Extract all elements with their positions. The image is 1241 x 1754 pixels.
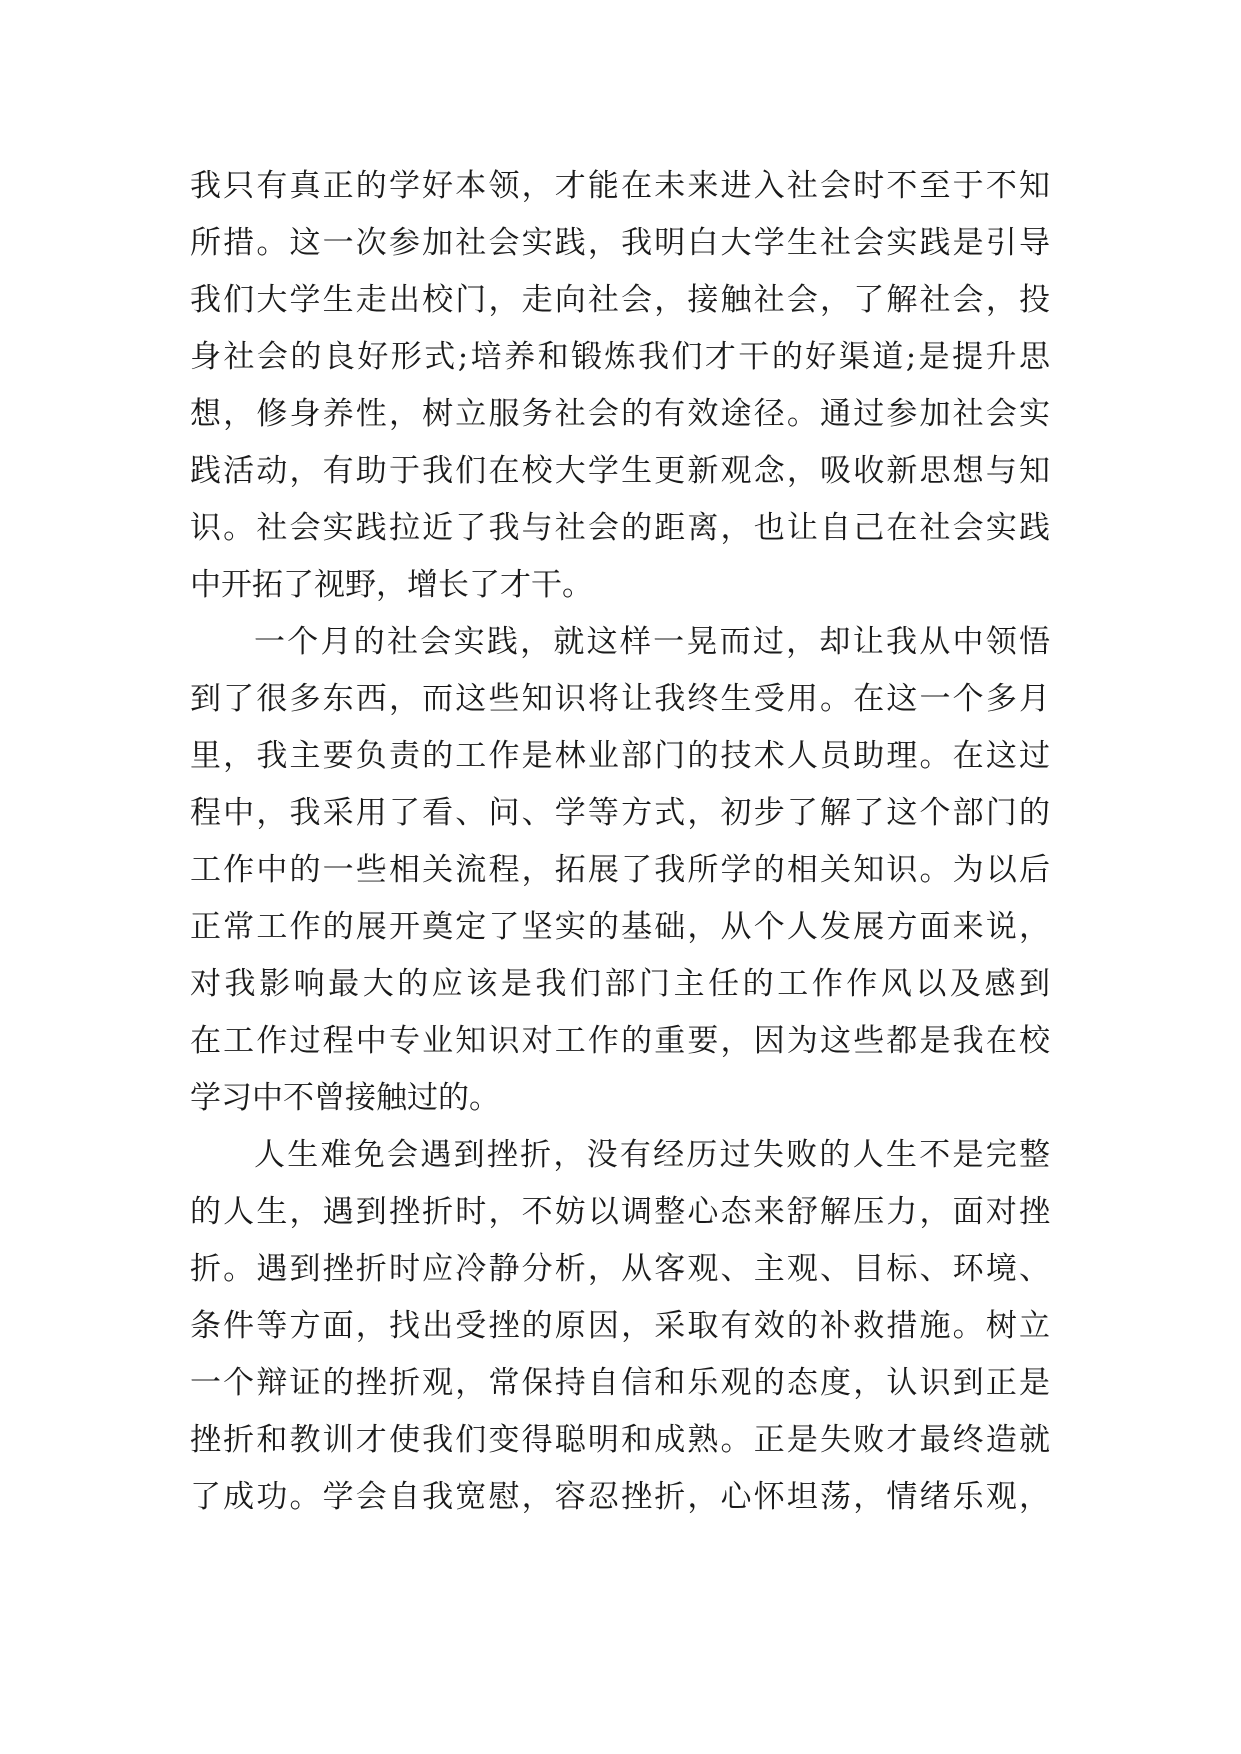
text-line: 我们大学生走出校门，走向社会，接触社会，了解社会，投 [190, 282, 1050, 318]
text-line: 一个辩证的挫折观，常保持自信和乐观的态度，认识到正是 [190, 1365, 1050, 1401]
document-body [190, 158, 1050, 1526]
paragraph-first-line: 人生难免会遇到挫折，没有经历过失败的人生不是完整 [254, 1137, 1050, 1173]
text-line: 折。遇到挫折时应冷静分析，从客观、主观、目标、环境、 [190, 1251, 1050, 1287]
text-line: 在工作过程中专业知识对工作的重要，因为这些都是我在校 [190, 1023, 1050, 1059]
text-line: 我只有真正的学好本领，才能在未来进入社会时不至于不知 [190, 168, 1050, 204]
text-line: 中开拓了视野，增长了才干。 [190, 567, 593, 603]
text-line: 正常工作的展开奠定了坚实的基础，从个人发展方面来说， [190, 909, 1050, 945]
text-line: 工作中的一些相关流程，拓展了我所学的相关知识。为以后 [190, 852, 1050, 888]
text-line: 践活动，有助于我们在校大学生更新观念，吸收新思想与知 [190, 453, 1050, 489]
paragraph-first-line: 一个月的社会实践，就这样一晃而过，却让我从中领悟 [254, 624, 1050, 660]
text-line: 身社会的良好形式;培养和锻炼我们才干的好渠道;是提升思 [190, 339, 1050, 375]
text-line: 到了很多东西，而这些知识将让我终生受用。在这一个多月 [190, 681, 1050, 717]
text-line: 识。社会实践拉近了我与社会的距离，也让自己在社会实践 [190, 510, 1050, 546]
text-line: 所措。这一次参加社会实践，我明白大学生社会实践是引导 [190, 225, 1050, 261]
text-line: 了成功。学会自我宽慰，容忍挫折，心怀坦荡，情绪乐观， [190, 1479, 1050, 1515]
text-line: 条件等方面，找出受挫的原因，采取有效的补救措施。树立 [190, 1308, 1050, 1344]
text-line: 学习中不曾接触过的。 [190, 1080, 500, 1116]
text-line: 想，修身养性，树立服务社会的有效途径。通过参加社会实 [190, 396, 1050, 432]
text-line: 里，我主要负责的工作是林业部门的技术人员助理。在这过 [190, 738, 1050, 774]
text-line: 的人生，遇到挫折时，不妨以调整心态来舒解压力，面对挫 [190, 1194, 1050, 1230]
text-line: 对我影响最大的应该是我们部门主任的工作作风以及感到 [190, 966, 1050, 1002]
text-line: 程中，我采用了看、问、学等方式，初步了解了这个部门的 [190, 795, 1050, 831]
text-line: 挫折和教训才使我们变得聪明和成熟。正是失败才最终造就 [190, 1422, 1050, 1458]
